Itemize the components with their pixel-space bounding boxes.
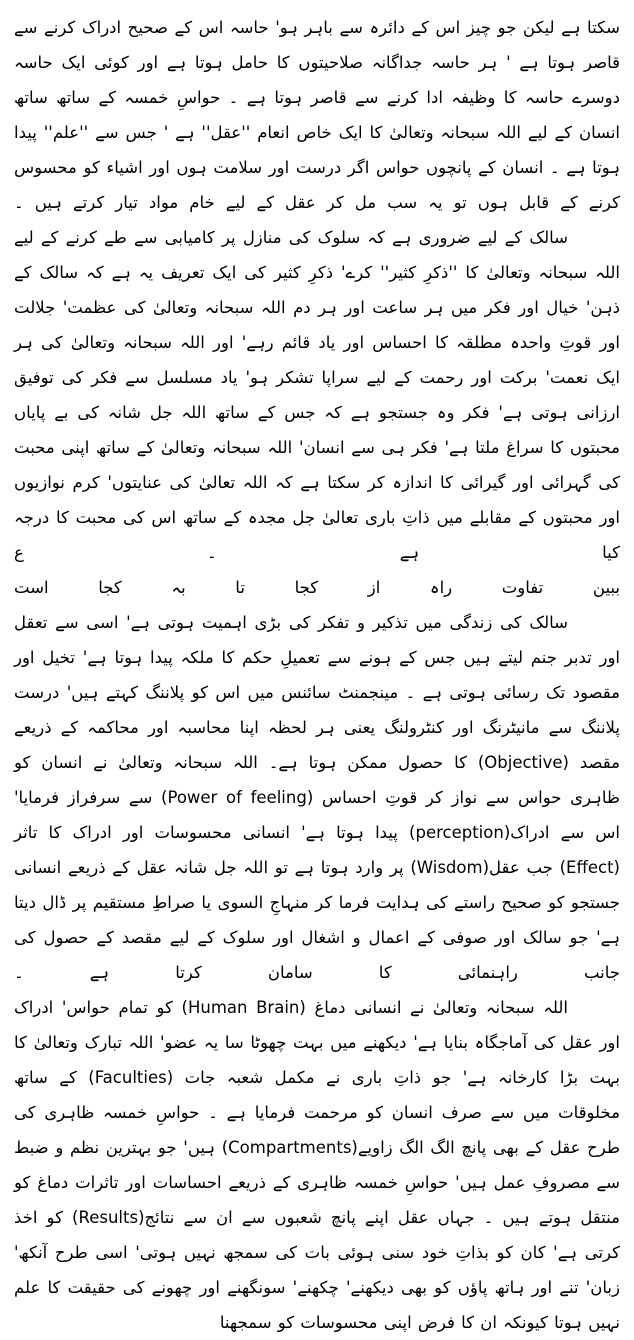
paragraph-1: سکتا ہے لیکن جو چیز اس کے دائرہ سے باہر ہو' حاسہ اس کے صحیح ادراک کرنے سے قاصر ہوتا ہے ' ہر حاسہ جداگانہ صلاحیتوں کا حامل ہوتا ہے اور کوئی ایک حاسہ دوسرے حاسہ کا وظیفہ ادا کرنے سے قاصر ہوتا ہے ۔ حواسِ خمسہ کے ساتھ ساتھ انسان کے لیے اللہ سبحانہ وتعالیٰ کا ایک خاص انعام ''عقل'' ہے ' جس سے ''علم'' پیدا ہوتا ہے ۔ انسان کے پانچوں حواس اگر درست اور سلامت ہوں اور اشیاء کو محسوس کرنے کے قابل ہوں تو یہ سب مل کر عقل کے لیے خام مواد تیار کرتے ہیں ۔ bbox=[14, 18, 620, 212]
paragraph-3: سالک کی زندگی میں تذکیر و تفکر کی بڑی اہمیت ہوتی ہے' اسی سے تعقل اور تدبر جنم لیتے ہیں جس کے ہونے سے تعمیلِ حکم کا ملکہ پیدا ہوتا ہے' تخیل اور مقصود تک رسائی ہوتی ہے ۔ مینجمنٹ سائنس میں اس کو پلاننگ کہتے ہیں' درست پلاننگ سے مانیٹرنگ اور کنٹرولنگ یعنی ہر لحظہ اپنا محاسبہ اور محاکمہ کے ذریعے مقصد (Objective) کا حصول ممکن ہوتا ہے۔ اللہ سبحانہ وتعالیٰ نے انسان کو ظاہری حواس سے نواز کر قوتِ احساس (Power of feeling) سے سرفراز فرمایا' اس سے ادراک(perception) پیدا ہوتا ہے' انسانی محسوسات اور ادراک کا تاثر (Effect) جب عقل(Wisdom) پر وارد ہوتا ہے تو اللہ جل شانہ عقل کے ذریعے انسانی جستجو کو صحیح راستے کی ہدایت فرما کر منہاجِ السوی یا صراطِ مستقیم پر ڈال دیتا ہے' جو سالک اور صوفی کے اعمال و اشغال اور سلوک کے لیے مقصد کے حصول کی جانب راہنمائی کا سامان کرتا ہے ۔ bbox=[14, 613, 621, 982]
paragraph-4: اللہ سبحانہ وتعالیٰ نے انسانی دماغ (Human Brain) کو تمام حواس' ادراک اور عقل کی آماجگاہ بنایا ہے' دیکھنے میں بہت چھوٹا سا یہ عضو' اللہ تبارک وتعالیٰ کا بہت بڑا کارخانہ ہے' جو ذاتِ باری نے مکمل شعبہ جات (Faculties) کے ساتھ مخلوقات میں سے صرف انسان کو مرحمت فرمایا ہے ۔ حواسِ خمسہ ظاہری کی طرح عقل کے بھی پانچ الگ الگ زاویے(Compartments) ہیں' جو بہترین نظم و ضبط سے مصروفِ عمل ہیں' حواسِ خمسہ ظاہری کے ذریعے احساسات اور تاثرات دماغ کو منتقل ہوتے ہیں ۔ جہاں عقل اپنے پانچ شعبوں سے ان سے نتائج(Results) کو اخذ کرتی ہے' کان کو بذاتِ خود سنی ہوئی بات کی سمجھ نہیں ہوتی' اسی طرح آنکھ' زبان' تنے اور ہاتھ پاؤں کو بھی دیکھنے' چکھنے' سونگھنے اور چھونے کی حقیقت کا علم نہیں ہوتا کیونکہ ان کا فرض اپنی محسوسات کو سمجھنا bbox=[14, 998, 620, 1332]
urdu-text-body bbox=[14, 10, 620, 1340]
verse-line: ببین تفاوت راہ از کجا تا بہ کجا است bbox=[14, 578, 620, 597]
paragraph-2: سالک کے لیے ضروری ہے کہ سلوک کی منازل پر کامیابی سے طے کرنے کے لیے اللہ سبحانہ وتعالیٰ کا ''ذکرِ کثیر'' کرے' ذکرِ کثیر کی ایک تعریف یہ ہے کہ سالک کے ذہن' خیال اور فکر میں ہر ساعت اور ہر دم اللہ سبحانہ وتعالیٰ کی عظمت' جلالت اور قوتِ واحدہ مطلقہ کا احساس اور یاد قائم رہے' اور اللہ سبحانہ وتعالیٰ کی ہر ایک نعمت' برکت اور رحمت کے لیے سراپا تشکر ہو' یاد مسلسل سے فکر کی توفیق ارزانی ہوتی ہے' فکر وہ جستجو ہے کہ جس کے ساتھ اللہ جل شانہ کی بے پایاں محبتوں کا سراغ ملتا ہے' فکر ہی سے انسان' اللہ سبحانہ وتعالیٰ کے ساتھ اپنی محبت کی گہرائی اور گیرائی کا اندازہ کر سکتا ہے کہ اللہ تعالیٰ کی عنایتوں' کرم نوازیوں اور محبتوں کے مقابلے میں ذاتِ باری تعالیٰ جل مجدہ کے ساتھ اس کی محبت کا درجہ کیا ہے ۔ ع bbox=[14, 228, 620, 562]
